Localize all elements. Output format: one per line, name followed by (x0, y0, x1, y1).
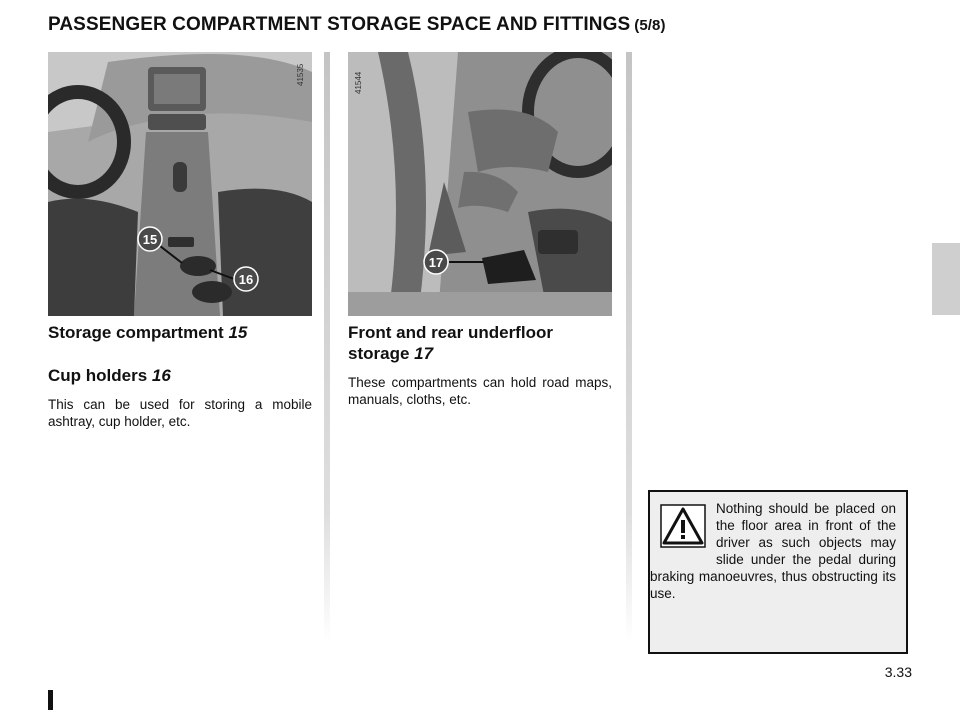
callout-17-label: 17 (428, 255, 444, 270)
underfloor-storage-description: These compartments can hold road maps, manuals, cloths, etc. (348, 375, 612, 407)
chapter-tab-marker (932, 243, 960, 315)
cup-holders-description: This can be used for storing a mobile ashtray, cup holder, etc. (48, 397, 312, 429)
callout-16 (234, 267, 258, 291)
column-divider-left (324, 52, 330, 642)
page-number: 3.33 (884, 664, 912, 680)
heading-underfloor-storage-num: 17 (414, 344, 434, 363)
heading-cup-holders (48, 365, 312, 386)
heading-storage-compartment-num: 15 (228, 323, 248, 342)
warning-text: Nothing should be placed on the floor area in front of the driver as such objects may slide under the pedal during braking manoeuvres, thus obstructing its use. (650, 501, 896, 601)
figure-ref-code: 41544 (354, 71, 363, 94)
callout-16-label: 16 (238, 272, 254, 287)
column-left-text (48, 322, 312, 430)
heading-storage-compartment (48, 322, 312, 343)
page-title-text: PASSENGER COMPARTMENT STORAGE SPACE AND FITTINGS (48, 14, 631, 35)
page-title (48, 14, 666, 36)
figure-underfloor-storage (348, 52, 612, 316)
callout-15-label: 15 (142, 232, 158, 247)
page-title-suffix: (5/8) (634, 17, 666, 34)
callout-layer-right (348, 52, 612, 316)
heading-underfloor-storage-text: Front and rear underfloor storage (348, 323, 553, 363)
figure-ref-code: 41535 (296, 63, 305, 86)
warning-triangle-icon (660, 504, 706, 548)
warning-box (648, 490, 908, 654)
heading-cup-holders-num: 16 (151, 366, 171, 385)
heading-storage-compartment-text: Storage compartment (48, 323, 224, 342)
column-divider-right (626, 52, 632, 642)
heading-underfloor-storage (348, 322, 612, 364)
callout-15 (138, 227, 162, 251)
callout-17 (424, 250, 448, 274)
page-corner-mark (48, 690, 53, 710)
callout-layer-left (48, 52, 312, 316)
column-right-text (348, 322, 612, 408)
heading-cup-holders-text: Cup holders (48, 366, 148, 385)
figure-center-console (48, 52, 312, 316)
